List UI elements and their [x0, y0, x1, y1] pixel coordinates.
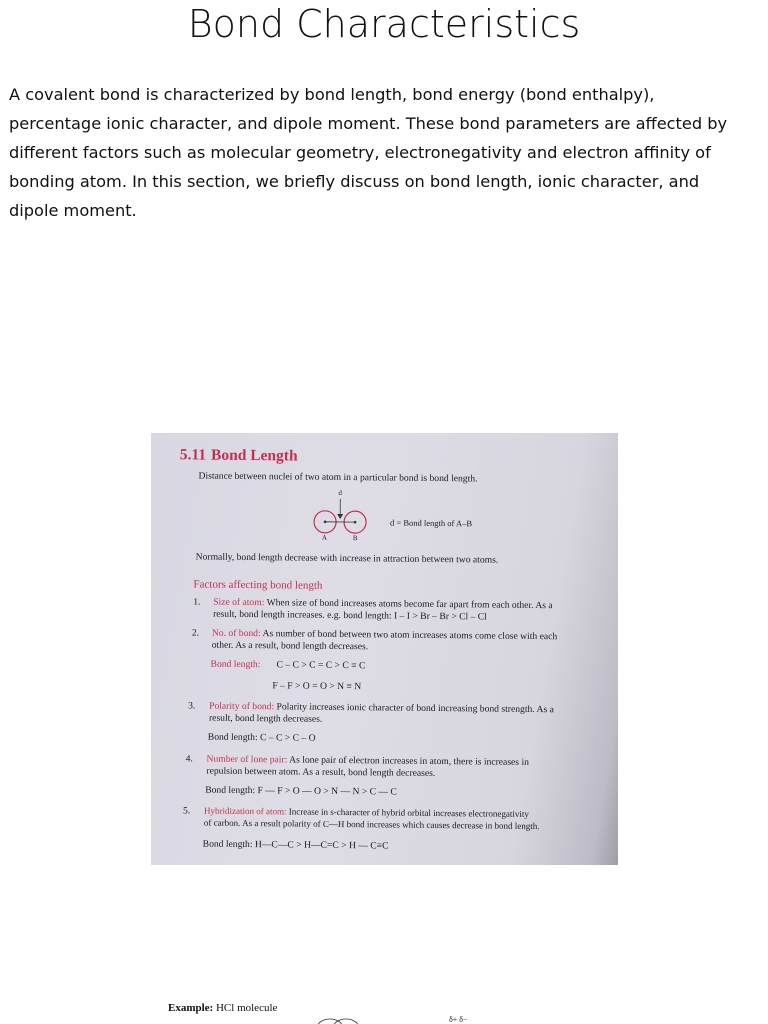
factor-2-example-1: C – C > C = C > C ≡ C: [276, 659, 366, 672]
example-caption: Example: HCl molecule: [168, 1002, 278, 1014]
partial-charge-label: δ+ δ−: [449, 1015, 468, 1024]
factor-number: 4.: [185, 753, 193, 765]
factor-number: 2.: [191, 627, 200, 639]
d-label: d: [338, 488, 342, 498]
factor-2-line2: other. As a result, bond length decreases.: [211, 639, 369, 653]
factor-number: 1.: [193, 596, 201, 608]
factor-3-line2: result, bond length decreases.: [208, 712, 323, 725]
factor-2-line1: No. of bond: As number of bond between two atom increases atoms come close with each: [211, 627, 558, 643]
factor-number: 3.: [188, 700, 196, 712]
factor-2-example-label: Bond length:: [210, 658, 261, 671]
normally-text: Normally, bond length decrease with increase in attraction between two atoms.: [195, 551, 499, 566]
definition-text: Distance between nuclei of two atom in a particular bond is bond length.: [198, 470, 478, 485]
atom-a-label: A: [321, 533, 328, 542]
factor-1-line1: Size of atom: When size of bond increases atoms become far apart from each other. As a: [213, 596, 553, 612]
factor-5-line2: of carbon. As a result polarity of C—H bond increases which causes decrease in bond length.: [203, 817, 540, 832]
factor-5-line1: Hybridization of atom: Increase in s-character of hybrid orbital increases electronegativity: [203, 805, 529, 819]
intro-paragraph: A covalent bond is characterized by bond length, bond energy (bond enthalpy), percentage ionic character, and dipole moment. These bond parameters are affected by different factors such as molecular geometry, electronegativity and electron affinity of bonding atom. In this section, we briefly discuss on bond length, ionic character, and dipole moment.: [9, 85, 728, 220]
factor-number: 5.: [182, 805, 191, 817]
factor-3-example: Bond length: C – C > C – O: [207, 731, 316, 744]
section-heading: 5.11 Bond Length: [179, 446, 298, 465]
factor-5-example: Bond length: H—C—C > H—C=C > H — C≡C: [202, 838, 389, 852]
textbook-photo: [151, 433, 618, 865]
hcl-orbital-diagram: [314, 1014, 364, 1024]
factor-4-line2: repulsion between atom. As a result, bond length decreases.: [206, 765, 436, 779]
atom-b-label: B: [352, 534, 358, 543]
page-title: Bond Characteristics: [187, 2, 581, 46]
factor-2-example-2: F – F > O = O > N ≡ N: [272, 680, 362, 693]
factor-3-line1: Polarity of bond: Polarity increases ionic character of bond increasing bond strength. As a: [209, 700, 554, 716]
factors-heading: Factors affecting bond length: [193, 578, 323, 592]
diagram-caption: d = Bond length of A–B: [390, 517, 473, 529]
factor-4-line1: Number of lone pair: As lone pair of electron increases in atom, there is increases in: [206, 753, 529, 768]
factor-4-example: Bond length: F — F > O — O > N — N > C — C: [205, 784, 397, 798]
factor-1-line2: result, bond length increases. e.g. bond length: I – I > Br – Br > Cl – Cl: [213, 608, 487, 623]
